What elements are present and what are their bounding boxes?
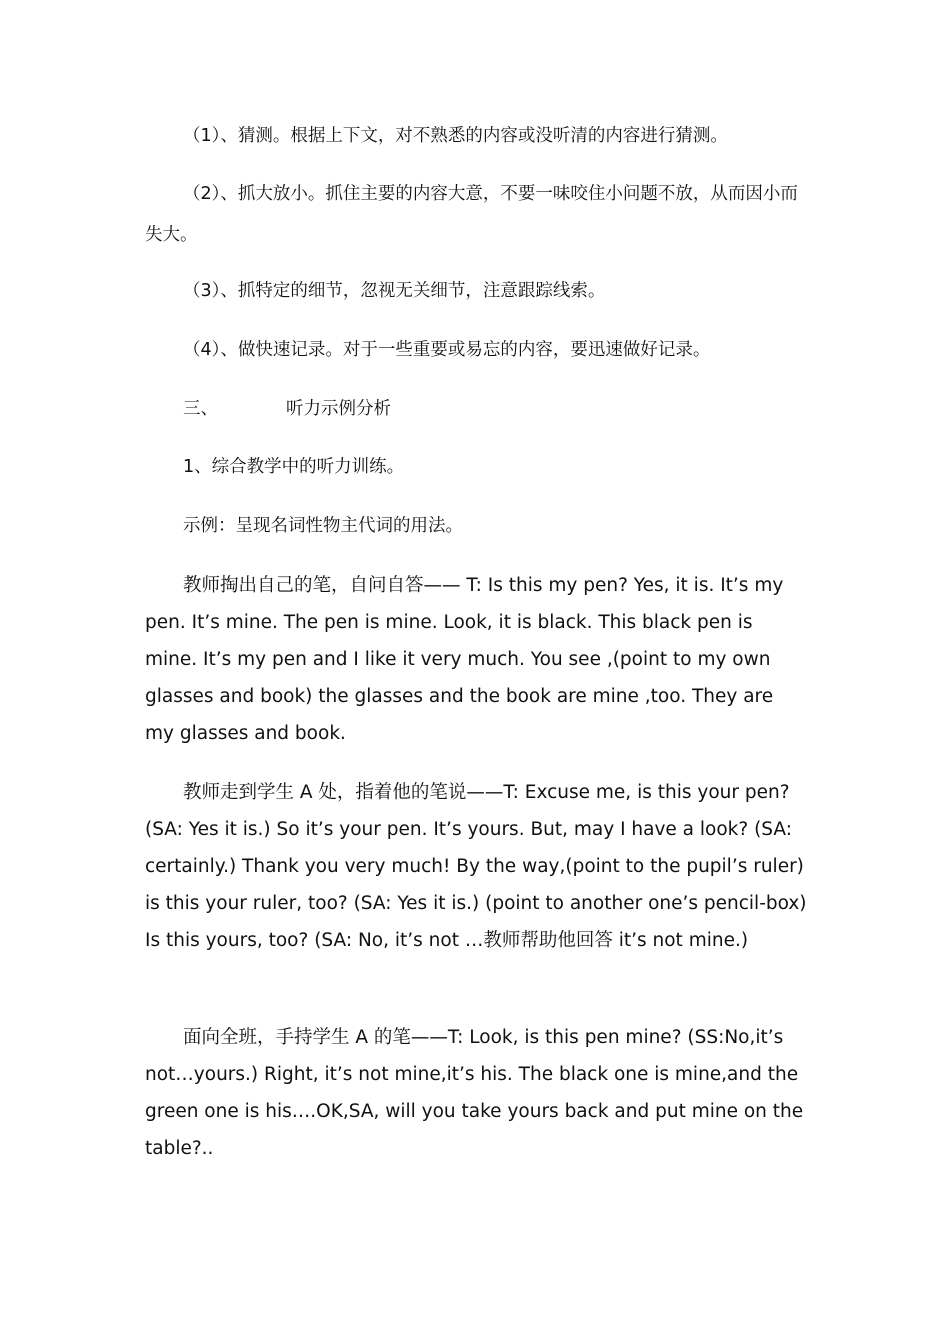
section-heading <box>145 389 807 430</box>
section-heading-text: 听力示例分析 <box>286 399 391 419</box>
paragraph-example-2: 教师走到学生 A 处，指着他的笔说——T: Excuse me, is this your pen? (SA: Yes it is.) So it’s your pen. It’s yours. But, may I have a look? (SA: certainly.) Thank you very much! By the way,(point to the pupil’s ruler) is this your ruler, too? (SA: Yes it is.) (point to another one’s pencil-box) Is this yours, too? (SA: No, it’s not …教师帮助他回答 it’s not mine.) <box>145 782 807 951</box>
paragraph-main-idea: （2）、抓大放小。抓住主要的内容大意，不要一味咬住小问题不放，从而因小而失大。 <box>145 184 798 245</box>
section-heading-number: 三、 <box>183 399 218 419</box>
paragraph-example-label: 示例：呈现名词性物主代词的用法。 <box>183 516 463 536</box>
paragraph-details: （3）、抓特定的细节，忽视无关细节，注意跟踪线索。 <box>183 281 606 301</box>
paragraph-notes: （4）、做快速记录。对于一些重要或易忘的内容，要迅速做好记录。 <box>183 340 711 360</box>
paragraph-example-1: 教师掏出自己的笔，自问自答—— T: Is this my pen? Yes, it is. It’s my pen. It’s mine. The pen is mine. Look, it is black. This black pen is mine. It’s my pen and I like it very much. You see ,(point to my own glasses and book) the glasses and the book are mine ,too. They are my glasses and book. <box>145 575 784 744</box>
paragraph-example-3: 面向全班，手持学生 A 的笔——T: Look, is this pen mine? (SS:No,it’s not…yours.) Right, it’s not mine,it’s his. The black one is mine,and the green one is his….OK,SA, will you take yours back and put mine on the table?.. <box>145 1027 804 1159</box>
paragraph-guessing: （1）、猜测。根据上下文，对不熟悉的内容或没听清的内容进行猜测。 <box>183 126 728 146</box>
paragraph-subheading: 1、综合教学中的听力训练。 <box>183 457 405 477</box>
